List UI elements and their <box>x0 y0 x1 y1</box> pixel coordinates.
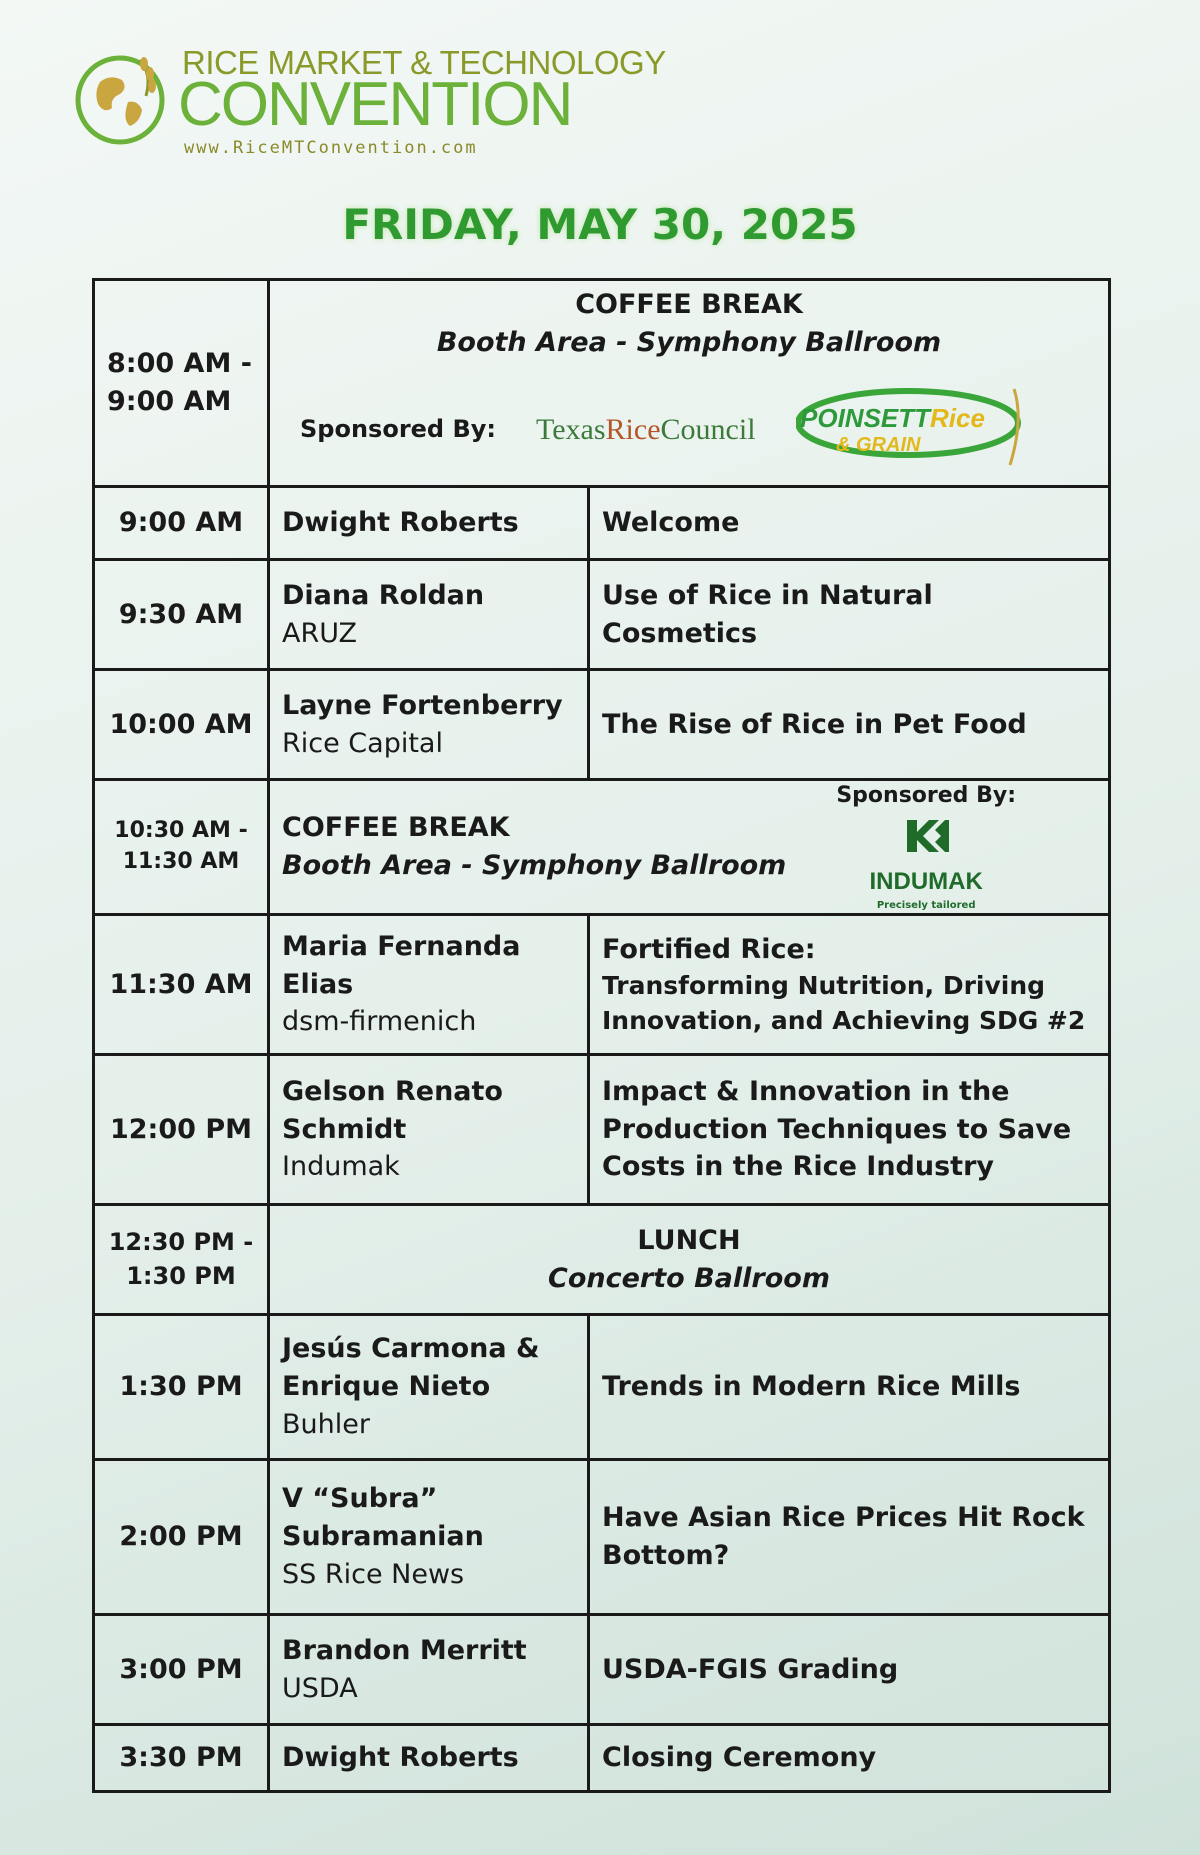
speaker-cell <box>269 670 589 780</box>
time-cell: 3:00 PM <box>94 1615 269 1725</box>
time-cell: 9:30 AM <box>94 560 269 670</box>
time-cell: 12:00 PM <box>94 1055 269 1205</box>
time-cell: 1:30 PM <box>94 1315 269 1460</box>
speaker-name: Gelson Renato Schmidt <box>282 1075 503 1145</box>
sponsor-label: Sponsored By: <box>836 783 1016 809</box>
break-title: COFFEE BREAK <box>282 812 510 844</box>
poinsett-rice: Rice <box>929 403 985 434</box>
topic-cell: Have Asian Rice Prices Hit Rock Bottom? <box>589 1460 1110 1615</box>
sponsor-row <box>282 379 1096 480</box>
speaker-org: ARUZ <box>282 617 358 649</box>
break-location: Booth Area - Symphony Ballroom <box>282 850 787 881</box>
logo-url: www.RiceMTConvention.com <box>184 138 478 158</box>
speaker-org: USDA <box>282 1672 358 1704</box>
table-row <box>94 487 1110 560</box>
time-cell: 10:00 AM <box>94 670 269 780</box>
speaker-cell <box>269 915 589 1055</box>
speaker-cell: Dwight Roberts <box>269 1725 589 1792</box>
table-row <box>94 915 1110 1055</box>
lunch-title: LUNCH <box>637 1224 741 1256</box>
time-cell: 8:00 AM - 9:00 AM <box>94 280 269 487</box>
table-row <box>94 1460 1110 1615</box>
speaker-name: Diana Roldan <box>282 579 485 611</box>
speaker-name: Layne Fortenberry <box>282 689 563 721</box>
time-cell: 3:30 PM <box>94 1725 269 1792</box>
speaker-name: Brandon Merritt <box>282 1634 527 1666</box>
speaker-cell <box>269 1315 589 1460</box>
poinsett-graphic <box>796 379 1036 469</box>
time-cell: 12:30 PM - 1:30 PM <box>94 1205 269 1315</box>
table-row <box>94 1205 1110 1315</box>
poinsett-grain: & GRAIN <box>835 434 920 457</box>
speaker-cell <box>269 1055 589 1205</box>
convention-logo <box>70 42 666 162</box>
speaker-org: Indumak <box>282 1151 400 1183</box>
table-row <box>94 670 1110 780</box>
speaker-name: Maria Fernanda Elias <box>282 930 521 1000</box>
topic-title: Fortified Rice: <box>602 933 816 965</box>
speaker-cell <box>269 560 589 670</box>
topic-cell: Use of Rice in Natural Cosmetics <box>589 560 1110 670</box>
time-cell: 2:00 PM <box>94 1460 269 1615</box>
time-cell: 10:30 AM - 11:30 AM <box>94 780 269 915</box>
trc-council: Council <box>660 412 756 446</box>
break-title: COFFEE BREAK <box>575 288 803 320</box>
topic-cell <box>589 915 1110 1055</box>
topic-cell: Closing Ceremony <box>589 1725 1110 1792</box>
table-row <box>94 1725 1110 1792</box>
texas-rice-council-logo <box>536 409 756 451</box>
speaker-cell: Dwight Roberts <box>269 487 589 560</box>
speaker-name: Jesús Carmona & Enrique Nieto <box>282 1333 540 1403</box>
schedule-table <box>92 278 1111 1793</box>
indumak-sponsor <box>836 781 1016 912</box>
speaker-cell <box>269 1460 589 1615</box>
coffee-break-cell <box>269 780 1110 915</box>
table-row <box>94 1615 1110 1725</box>
lunch-location: Concerto Ballroom <box>548 1262 830 1294</box>
time-cell: 9:00 AM <box>94 487 269 560</box>
speaker-name: V “Subra” Subramanian <box>282 1483 484 1553</box>
topic-subtitle: Transforming Nutrition, Driving Innovation, and Achieving SDG #2 <box>602 971 1086 1036</box>
topic-cell: Trends in Modern Rice Mills <box>589 1315 1110 1460</box>
poinsett-rice-logo <box>796 379 1036 480</box>
sponsor-label: Sponsored By: <box>300 414 496 443</box>
day-title: FRIDAY, MAY 30, 2025 <box>342 200 858 249</box>
speaker-org: Rice Capital <box>282 727 443 759</box>
indumak-tagline: Precisely tailored <box>876 899 976 911</box>
poinsett-name: POINSETT <box>799 403 930 434</box>
table-row <box>94 1055 1110 1205</box>
logo-line-1: RICE MARKET & TECHNOLOGY <box>182 44 666 81</box>
speaker-org: SS Rice News <box>282 1558 465 1590</box>
speaker-org: Buhler <box>282 1408 370 1440</box>
time-cell: 11:30 AM <box>94 915 269 1055</box>
indumak-mark-icon <box>901 818 951 854</box>
trc-texas: Texas <box>536 412 606 446</box>
speaker-cell <box>269 1615 589 1725</box>
topic-cell: Impact & Innovation in the Production Techniques to Save Costs in the Rice Industry <box>589 1055 1110 1205</box>
lunch-cell <box>269 1205 1110 1315</box>
topic-cell: The Rise of Rice in Pet Food <box>589 670 1110 780</box>
break-location: Booth Area - Symphony Ballroom <box>436 326 942 358</box>
table-row <box>94 1315 1110 1460</box>
table-row <box>94 280 1110 487</box>
indumak-name: INDUMAK <box>869 868 983 895</box>
globe-rice-icon <box>70 42 180 152</box>
table-row <box>94 560 1110 670</box>
coffee-break-cell <box>269 280 1110 487</box>
trc-rice: Rice <box>605 412 661 446</box>
table-row <box>94 780 1110 915</box>
topic-cell: USDA-FGIS Grading <box>589 1615 1110 1725</box>
topic-cell: Welcome <box>589 487 1110 560</box>
speaker-org: dsm-firmenich <box>282 1006 477 1038</box>
logo-line-2: CONVENTION <box>178 70 572 139</box>
